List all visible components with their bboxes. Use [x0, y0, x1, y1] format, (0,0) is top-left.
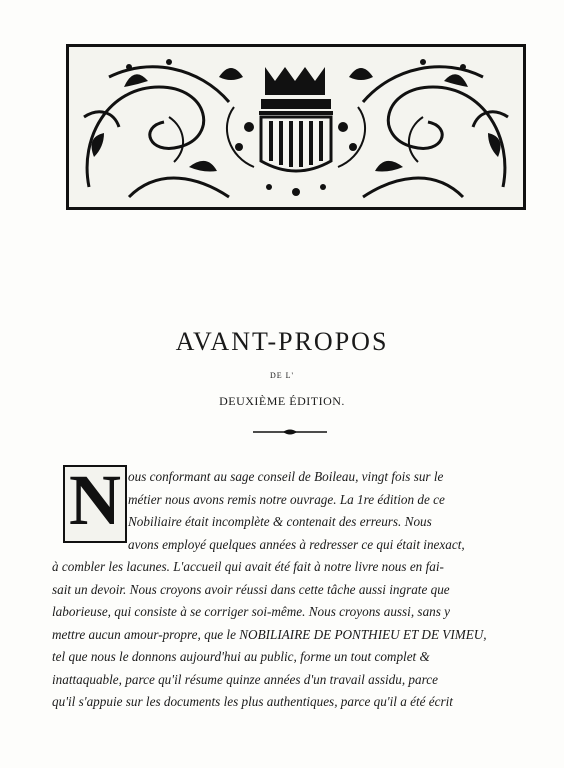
text-line: métier nous avons remis notre ouvrage. La 1re édition de ce	[128, 491, 445, 507]
text-line: ous conformant au sage conseil de Boileau, vingt fois sur le	[128, 469, 444, 484]
text-line: qu'il s'appuie sur les documents les plus authentiques, parce qu'il a été écrit	[52, 694, 453, 709]
subtitle-prefix: DE L'	[270, 371, 294, 380]
edition-heading: DEUXIÈME ÉDITION.	[219, 394, 345, 408]
drop-cap-letter: N	[69, 460, 121, 540]
text-line: inattaquable, parce qu'il résume quinze années d'un travail assidu, parce	[52, 671, 438, 687]
text-line: avons employé quelques années à redresser ce qui était inexact,	[128, 536, 465, 552]
body-text	[52, 466, 524, 714]
headpiece-ornament-icon	[69, 47, 523, 207]
ornamental-headpiece	[66, 44, 526, 210]
text-line: à combler les lacunes. L'accueil qui avait été fait à notre livre nous en fai-	[52, 559, 444, 574]
text-line: mettre aucun amour-propre, que le NOBILIAIRE DE PONTHIEU ET DE VIMEU,	[52, 626, 487, 642]
text-line: laborieuse, qui consiste à se corriger soi-même. Nous croyons aussi, sans y	[52, 604, 451, 619]
text-line: Nobiliaire était incomplète & contenait des erreurs. Nous	[128, 514, 432, 529]
text-line: sait un devoir. Nous croyons avoir réussi dans cette tâche aussi ingrate que	[52, 581, 450, 597]
ornamental-rule-icon	[253, 428, 327, 436]
text-line: tel que nous le donnons aujourd'hui au public, forme un tout complet &	[52, 649, 430, 664]
page-title: AVANT-PROPOS	[175, 327, 389, 356]
